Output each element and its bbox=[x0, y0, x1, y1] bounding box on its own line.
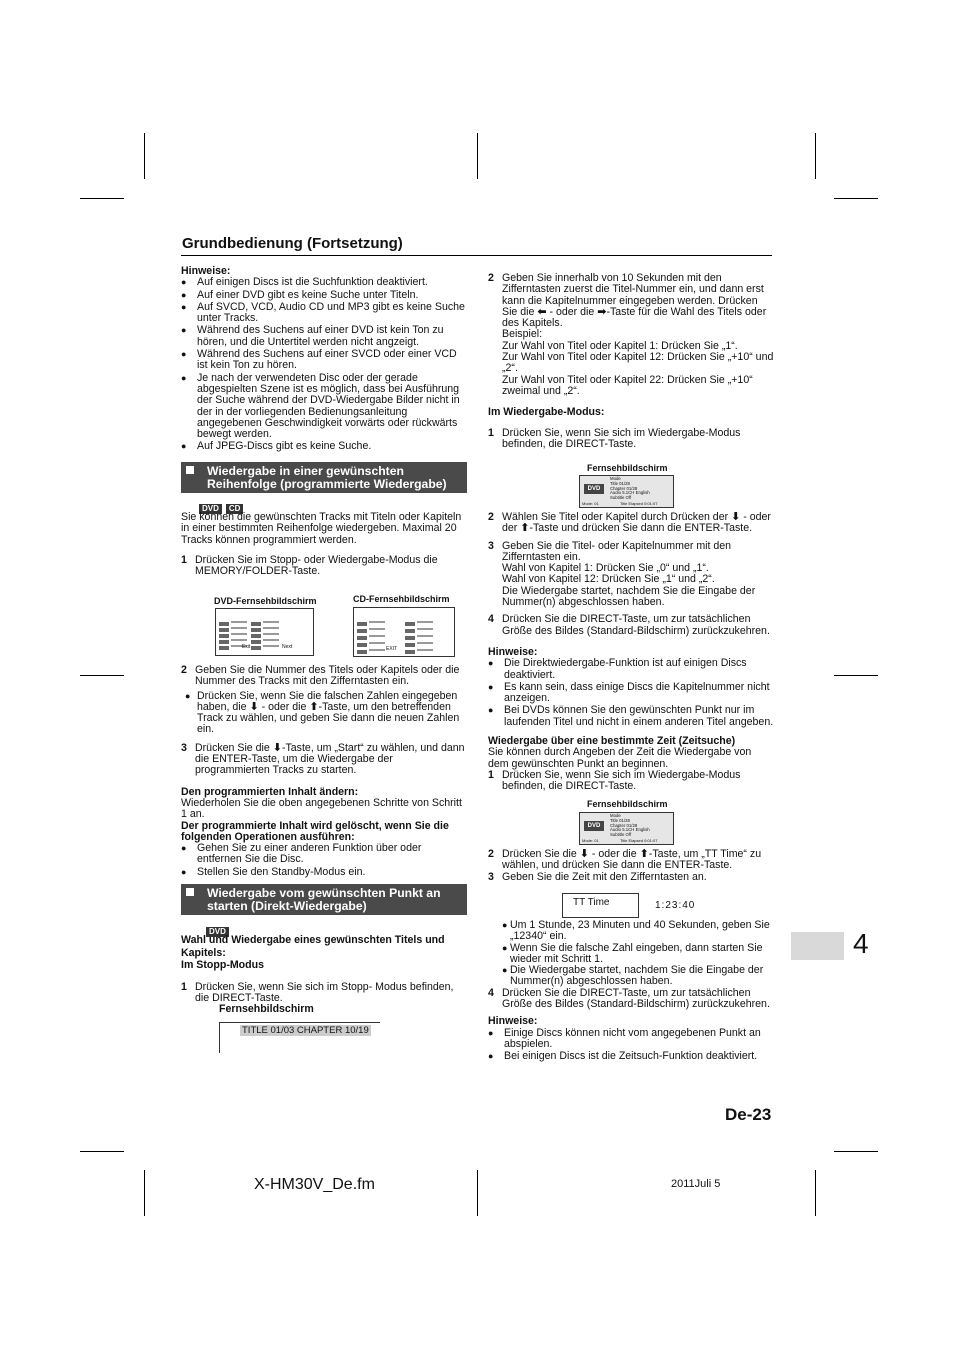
page-number: De-23 bbox=[725, 1105, 772, 1124]
programmed-steps: 2 Geben Sie die Nummer des Titels oder Kapitels oder die Nummer des Tracks mit den Zifferntasten ein. ● Drücken Sie, wenn Sie die falschen Zahlen eingegeben haben, die ⬇ - oder die ⬆-Taste, um den betreffenden Track zu wählen, und geben Sie dann die neuen Zahlen ein. 3 Drücken Sie die ⬇-Taste, um „Start“ zu wählen, und dann die ENTER-Taste, um die Wiedergabe der programmierten Tracks zu starten. Den programmierten Inhalt ändern: Wiederholen Sie die oben angegebenen Schritte von Schritt 1 an. Der programmierte Inhalt wird gelöscht, wenn Sie die folgenden Operationen ausführen: ● Gehen Sie zu einer anderen Funktion über oder entfernen Sie die Disc. ● Stellen Sie den Standby-Modus ein. bbox=[181, 665, 469, 879]
exit-label: EXIT bbox=[386, 646, 398, 652]
dvd-program-screen bbox=[215, 608, 314, 656]
crop-mark bbox=[834, 1151, 878, 1152]
down-arrow-icon: ⬇ bbox=[249, 700, 259, 713]
list-item: ● Stellen Sie den Standby-Modus ein. bbox=[181, 867, 469, 878]
square-bullet-icon bbox=[186, 888, 194, 896]
tv-screen-text: TITLE 01/03 CHAPTER 10/19 bbox=[242, 1025, 369, 1036]
step: 1 Drücken Sie, wenn Sie sich im Wiedergabe-Modus befinden, die DIRECT-Taste. bbox=[488, 426, 741, 450]
up-arrow-icon: ⬆ bbox=[520, 522, 530, 535]
footer-filename: X-HM30V_De.fm bbox=[254, 1176, 375, 1193]
step: 3 Drücken Sie die ⬇-Taste, um „Start“ zu wählen, und dann die ENTER-Taste, um die Wiedergabe der programmierten Tracks zu starten. bbox=[181, 741, 465, 777]
crop-mark bbox=[834, 675, 878, 676]
footer-date: 2011Juli 5 bbox=[671, 1178, 721, 1190]
step: 1 Drücken Sie im Stopp- oder Wiedergabe-Modus die MEMORY/FOLDER-Taste. bbox=[181, 553, 438, 578]
chapter-number: 4 bbox=[853, 928, 869, 959]
cd-tag: CD bbox=[226, 504, 244, 514]
list-item: ● Bei einigen Discs ist die Zeitsuch-Funktion deaktiviert. bbox=[488, 1051, 774, 1062]
page-title: Grundbedienung (Fortsetzung) bbox=[182, 235, 403, 252]
next-label: Next bbox=[282, 644, 293, 650]
list-item: ● Während des Suchens auf einer SVCD oder einer VCD ist kein Ton zu hören. bbox=[181, 349, 469, 372]
step: 2 Geben Sie die Nummer des Titels oder Kapitels oder die Nummer des Tracks mit den Zifferntasten ein. bbox=[181, 664, 460, 688]
left-column bbox=[181, 266, 469, 454]
cd-screen-caption: CD-Fernsehbildschirm bbox=[353, 594, 450, 604]
sub-step: ● Drücken Sie, wenn Sie die falschen Zahlen eingegeben haben, die ⬇ - oder die ⬆-Taste, um den betreffenden Track zu wählen, und geben Sie dann die neuen Zahlen ein. bbox=[183, 691, 469, 736]
right-arrow-icon: ➡ bbox=[597, 305, 607, 318]
list-item: ● Auf JPEG-Discs gibt es keine Suche. bbox=[181, 441, 469, 452]
cd-program-screen bbox=[353, 607, 455, 657]
step: 1 Drücken Sie, wenn Sie sich im Wiedergabe-Modus befinden, die DIRECT-Taste. bbox=[488, 768, 741, 793]
osd-screen: DVD Mode Title 01/28 Chapter 01/28 Audio 5.1CH English Subtitle Off Mode: 01 Title Elapsed 0:01:07 bbox=[579, 812, 674, 845]
dvd-logo-icon: DVD bbox=[584, 484, 604, 494]
section-heading-programmed-playback: Wiedergabe in einer gewünschten Reihenfolge (programmierte Wiedergabe) bbox=[181, 462, 467, 493]
tt-time-value: 1:23:40 bbox=[655, 900, 696, 911]
tv-caption: Fernsehbildschirm bbox=[587, 799, 668, 809]
programmed-intro: Sie können die gewünschten Tracks mit Titeln oder Kapiteln in einer bestimmten Reihenfolge wiedergeben. Maximal 20 Tracks können programmiert werden. 1 Drücken Sie im Stopp- oder Wiedergabe-Modus die MEMORY/FOLDER-Taste. bbox=[181, 512, 469, 577]
step: 4 Drücken Sie die DIRECT-Taste, um zur tatsächlichen Größe des Bildes (Standard-Bildschirm) zurückzukehren. bbox=[488, 613, 770, 637]
down-arrow-icon: ⬇ bbox=[731, 511, 741, 523]
step: 2 Geben Sie innerhalb von 10 Sekunden mit den Zifferntasten zuerst die Titel-Nummer ein, und dann erst kann die Kapitelnummer eingegeben werden. Drücken Sie die ⬅ - oder die ➡-Taste für die Wahl des Titels oder des Kapitels. bbox=[488, 272, 767, 330]
crop-mark bbox=[80, 1151, 124, 1152]
list-item: ● Gehen Sie zu einer anderen Funktion über oder entfernen Sie die Disc. bbox=[181, 843, 469, 866]
right-column-bottom: ● Um 1 Stunde, 23 Minuten und 40 Sekunden, geben Sie „12340“ ein. ● Wenn Sie die falsche Zahl eingeben, dann starten Sie wieder mit Schritt 1. ● Die Wiedergabe startet, nachdem Sie die Eingabe der Nummer(n) abgeschlossen haben. 4 Drücken Sie die DIRECT-Taste, um zur tatsächlichen Größe des Bildes (Standard-Bildschirm) zurückzukehren. Hinweise: ● Einige Discs können nicht vom angegebenen Punkt an abspielen. ● Bei einigen Discs ist die Zeitsuch-Funktion deaktiviert. bbox=[488, 920, 774, 1064]
crop-mark bbox=[834, 198, 878, 199]
step: 2 Drücken Sie die ⬇ - oder die ⬆-Taste, um „TT Time“ zu wählen, und drücken Sie dann die ENTER-Taste. bbox=[488, 848, 762, 872]
crop-mark bbox=[144, 133, 145, 179]
up-arrow-icon: ⬆ bbox=[639, 848, 649, 860]
square-bullet-icon bbox=[186, 466, 194, 474]
direct-intro: Wahl und Wiedergabe eines gewünschten Titels und Kapitels: Im Stopp-Modus 1 Drücken Sie, wenn Sie sich im Stopp- Modus befinden, die DIRECT-Taste. Fernsehbildschirm bbox=[181, 934, 469, 1015]
right-column-top: 2 Geben Sie innerhalb von 10 Sekunden mit den Zifferntasten zuerst die Titel-Nummer ein, und dann erst kann die Kapitelnummer eingegeben werden. Drücken Sie die ⬅ - oder die ➡-Taste für die Wahl des Titels oder des Kapitels. Beispiel: Zur Wahl von Titel oder Kapitel 1: Drücken Sie „1“. Zur Wahl von Titel oder Kapitel 12: Drücken Sie „+10“ und „2“. Zur Wahl von Titel oder Kapitel 22: Drücken Sie „+10“ zweimal und „2“. Im Wiedergabe-Modus: 1 Drücken Sie, wenn Sie sich im Wiedergabe-Modus befinden, die DIRECT-Taste. bbox=[488, 272, 774, 450]
sub-step: ● Wenn Sie die falsche Zahl eingeben, dann starten Sie wieder mit Schritt 1. bbox=[500, 943, 774, 966]
crop-mark bbox=[80, 675, 124, 676]
sub-step: ● Die Wiedergabe startet, nachdem Sie die Eingabe der Nummer(n) abgeschlossen haben. bbox=[500, 965, 774, 988]
down-arrow-icon: ⬇ bbox=[272, 741, 282, 754]
step: 4 Drücken Sie die DIRECT-Taste, um zur tatsächlichen Größe des Bildes (Standard-Bildschirm) zurückzukehren. bbox=[488, 986, 770, 1011]
section-heading-direct-playback: Wiedergabe vom gewünschten Punkt an starten (Direkt-Wiedergabe) bbox=[181, 884, 467, 915]
step: 3 Geben Sie die Zeit mit den Zifferntasten an. bbox=[488, 870, 707, 883]
list-item: ● Während des Suchens auf einer DVD ist kein Ton zu hören, und die Untertitel werden nicht angzeigt. bbox=[181, 325, 469, 348]
list-item: ● Auf einer DVD gibt es keine Suche unter Titeln. bbox=[181, 290, 469, 301]
down-arrow-icon: ⬇ bbox=[579, 848, 589, 860]
step: 2 Wählen Sie Titel oder Kapitel durch Drücken der ⬇ - oder der ⬆-Taste und drücken Sie dann die ENTER-Taste. bbox=[488, 511, 771, 535]
right-column-time bbox=[488, 849, 774, 883]
dvd-logo-icon: DVD bbox=[584, 821, 604, 831]
list-item: ● Bei DVDs können Sie den gewünschten Punkt nur im laufenden Titel und nicht in einem anderen Titel angeben. bbox=[488, 705, 774, 728]
crop-mark bbox=[80, 198, 124, 199]
dvd-tag: DVD bbox=[206, 927, 229, 937]
crop-mark bbox=[144, 1170, 145, 1216]
header-rule bbox=[181, 255, 772, 256]
list-item: ● Die Direktwiedergabe-Funktion ist auf einigen Discs deaktiviert. bbox=[488, 658, 774, 681]
list-item: ● Je nach der verwendeten Disc oder der gerade abgespielten Szene ist es möglich, dass bei Ausführung der Suche während der DVD-Wiedergabe Bilder nicht in der in der vorliegenden Bedienungsanleitung angegebenen Geschwindigkeit vorwärts oder rückwärts bewegt werden. bbox=[181, 373, 469, 441]
step: 3 Geben Sie die Titel- oder Kapitelnummer mit den Zifferntasten ein. bbox=[488, 539, 732, 563]
tv-caption: Fernsehbildschirm bbox=[587, 463, 668, 473]
sub-step: ● Um 1 Stunde, 23 Minuten und 40 Sekunden, geben Sie „12340“ ein. bbox=[500, 920, 774, 943]
dvd-tag: DVD bbox=[199, 504, 222, 514]
dvd-screen-caption: DVD-Fernsehbildschirm bbox=[214, 596, 317, 606]
step: 1 Drücken Sie, wenn Sie sich im Stopp- Modus befinden, die DIRECT-Taste. bbox=[181, 980, 454, 1004]
crop-mark bbox=[815, 1170, 816, 1216]
hinweise-title: Hinweise: bbox=[181, 265, 231, 277]
list-item: ● Auf einigen Discs ist die Suchfunktion deaktiviert. bbox=[181, 277, 469, 288]
crop-mark bbox=[815, 133, 816, 179]
list-item: ● Einige Discs können nicht vom angegebenen Punkt an abspielen. bbox=[488, 1028, 774, 1051]
right-column-mid: 2 Wählen Sie Titel oder Kapitel durch Drücken der ⬇ - oder der ⬆-Taste und drücken Sie dann die ENTER-Taste. 3 Geben Sie die Titel- oder Kapitelnummer mit den Zifferntasten ein. Wahl von Kapitel 1: Drücken Sie „0“ und „1“. Wahl von Kapitel 12: Drücken Sie „1“ und „2“. Die Wiedergabe startet, nachdem Sie die Eingabe der Nummer(n) abgeschlossen haben. 4 Drücken Sie die DIRECT-Taste, um zur tatsächlichen Größe des Bildes (Standard-Bildschirm) zurückzukehren. Hinweise: ● Die Direktwiedergabe-Funktion ist auf einigen Discs deaktiviert. ● Es kann sein, dass einige Discs die Kapitelnummer nicht anzeigen. ● Bei DVDs können Sie den gewünschten Punkt nur im laufenden Titel und nicht in einem anderen Titel angeben. Wiedergabe über eine bestimmte Zeit (Zeitsuche) Sie können durch Angeben der Zeit die Wiedergabe von dem gewünschten Punkt an beginnen. 1 Drücken Sie, wenn Sie sich im Wiedergabe-Modus befinden, die DIRECT-Taste. bbox=[488, 512, 774, 793]
tt-time-box bbox=[562, 893, 639, 918]
up-arrow-icon: ⬆ bbox=[309, 700, 319, 713]
tt-time-label: TT Time bbox=[573, 897, 610, 908]
crop-mark bbox=[477, 133, 478, 179]
list-item: ● Auf SVCD, VCD, Audio CD und MP3 gibt es keine Suche unter Tracks. bbox=[181, 302, 469, 325]
crop-mark bbox=[477, 1170, 478, 1216]
chapter-tab bbox=[791, 932, 844, 960]
list-item: ● Es kann sein, dass einige Discs die Kapitelnummer nicht anzeigen. bbox=[488, 682, 774, 705]
osd-screen: DVD Mode Title 01/28 Chapter 01/28 Audio 5.1CH English Subtitle Off Mode: 01 Title Elapsed 0:01:07 bbox=[579, 475, 674, 508]
exit-label: Exit bbox=[242, 644, 251, 650]
left-arrow-icon: ⬅ bbox=[537, 305, 547, 318]
